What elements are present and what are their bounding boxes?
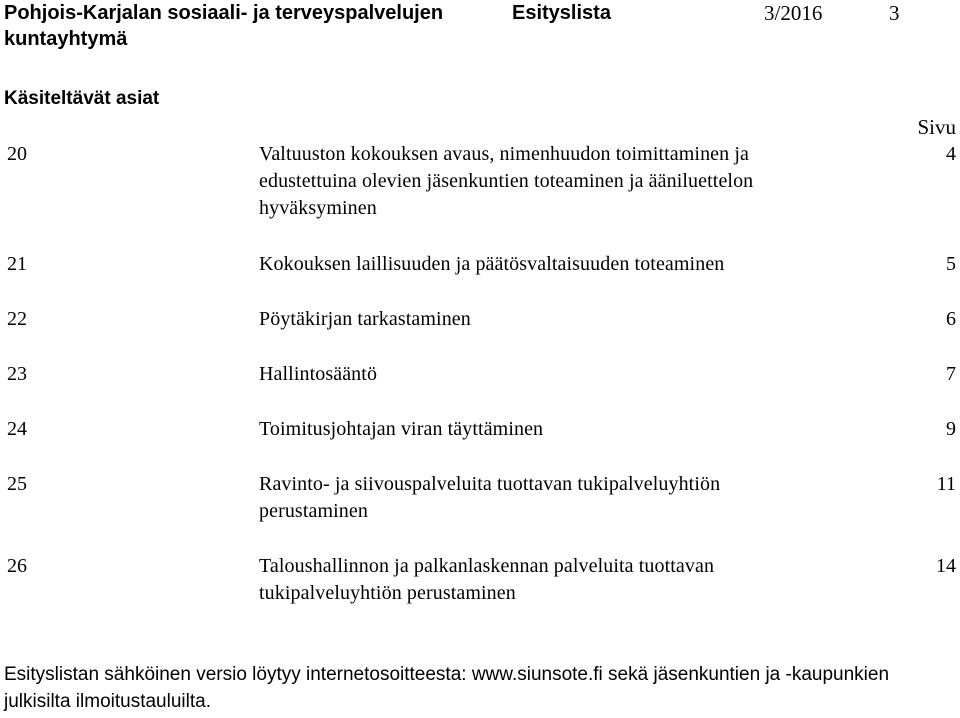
- issue-number: 3/2016: [764, 1, 823, 25]
- agenda-item-page: 7: [946, 363, 956, 385]
- section-title: Käsiteltävät asiat: [4, 88, 160, 109]
- document-type: Esityslista: [512, 2, 611, 24]
- agenda-item-page: 4: [946, 143, 956, 165]
- agenda-item-page: 5: [946, 253, 956, 275]
- agenda-item-number: 20: [7, 143, 27, 165]
- agenda-item-page: 14: [936, 555, 956, 577]
- agenda-item-title: Toimitusjohtajan viran täyttäminen: [259, 418, 544, 440]
- agenda-item-page: 6: [946, 308, 956, 330]
- agenda-item-title: Taloushallinnon ja palkanlaskennan palveluita tuottavan tukipalveluyhtiön perustaminen: [259, 555, 715, 604]
- agenda-item-number: 24: [7, 418, 27, 440]
- agenda-item-page: 9: [946, 418, 956, 440]
- agenda-item-number: 21: [7, 253, 27, 275]
- page-column-label: Sivu: [917, 115, 956, 139]
- page-number: 3: [889, 1, 900, 25]
- agenda-item-title: Valtuuston kokouksen avaus, nimenhuudon toimittaminen ja edustettuina olevien jäsenkuntien toteaminen ja ääniluettelon hyväksyminen: [259, 143, 754, 219]
- organization-name: Pohjois-Karjalan sosiaali- ja terveyspalvelujen kuntayhtymä: [4, 2, 444, 50]
- agenda-item-number: 25: [7, 473, 27, 495]
- agenda-item-title: Hallintosääntö: [259, 363, 378, 385]
- agenda-item-title: Ravinto- ja siivouspalveluita tuottavan tukipalveluyhtiön perustaminen: [259, 473, 721, 522]
- agenda-item-number: 26: [7, 555, 27, 577]
- agenda-item-title: Pöytäkirjan tarkastaminen: [259, 308, 471, 330]
- agenda-item-number: 22: [7, 308, 27, 330]
- agenda-item-page: 11: [936, 473, 956, 495]
- agenda-item-title: Kokouksen laillisuuden ja päätösvaltaisuuden toteaminen: [259, 253, 725, 275]
- footer-note: Esityslistan sähköinen versio löytyy internetosoitteesta: www.siunsote.fi sekä jäsenkuntien ja -kaupunkien julkisilta ilmoitustauluilta.: [4, 664, 890, 712]
- agenda-item-number: 23: [7, 363, 27, 385]
